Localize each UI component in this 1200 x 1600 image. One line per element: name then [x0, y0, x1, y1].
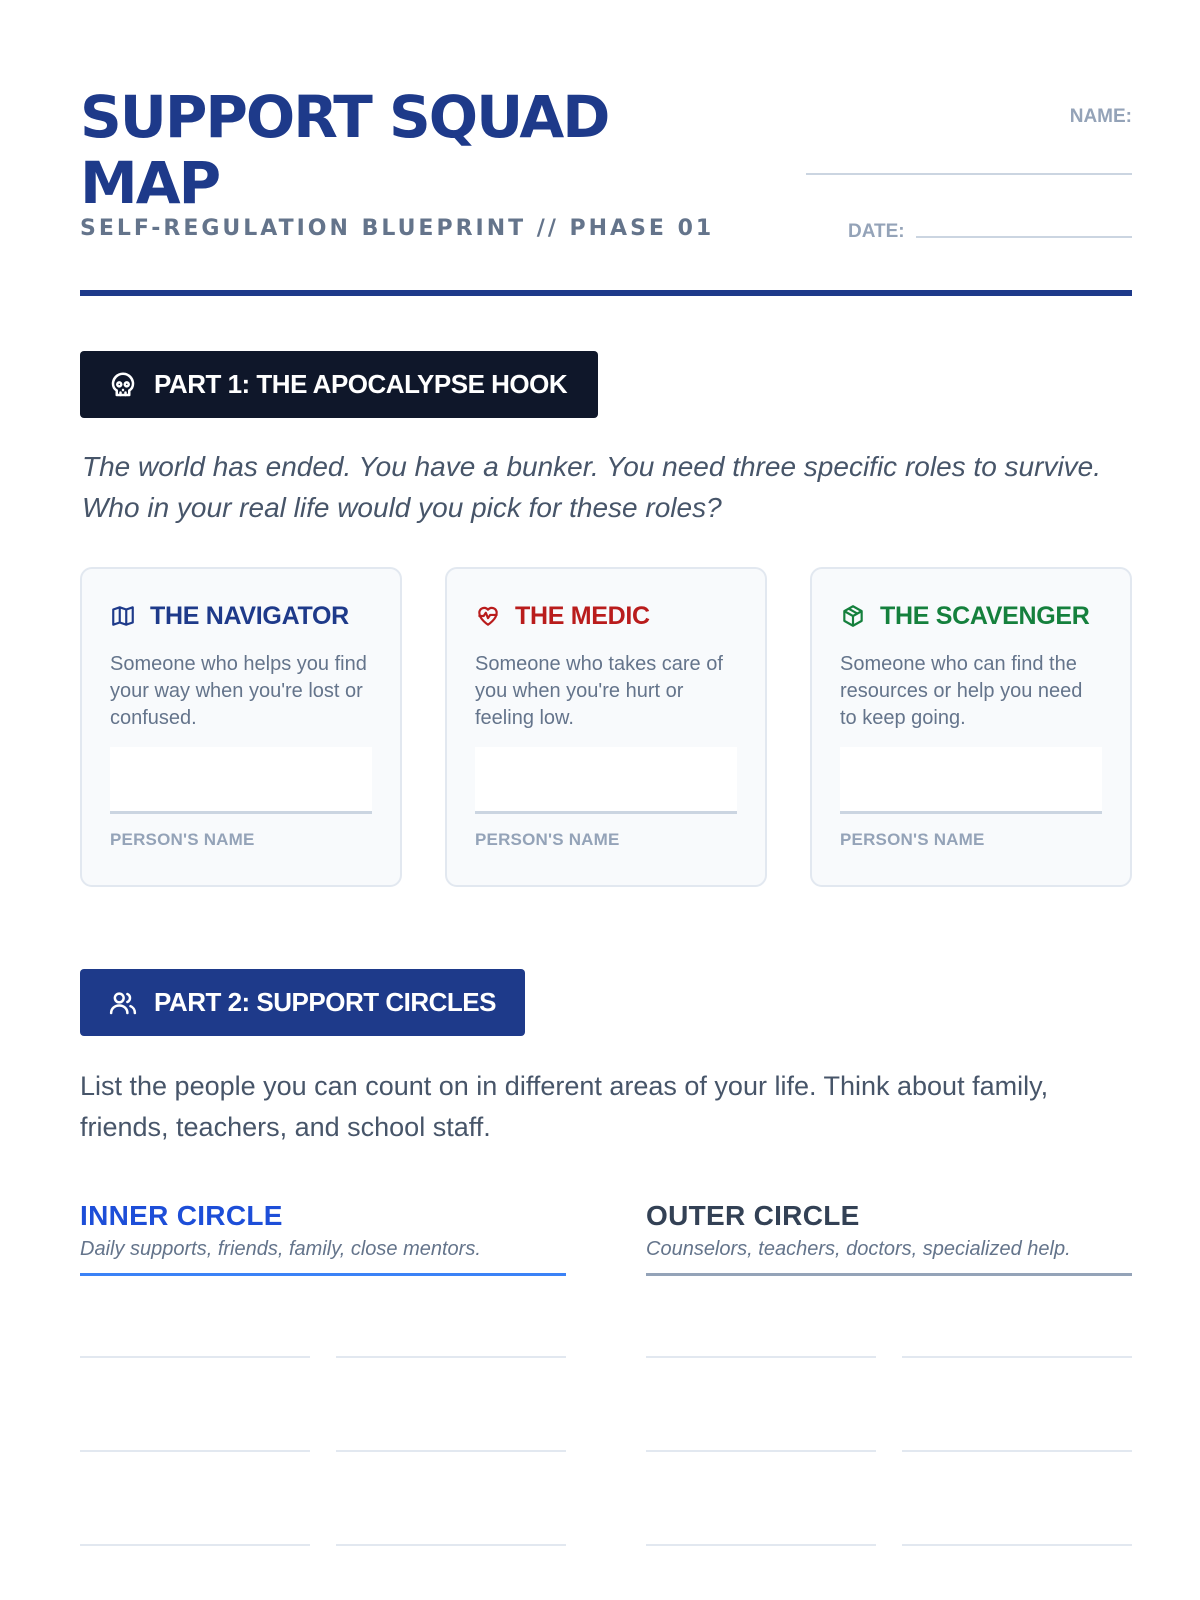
inner-entry-line[interactable] [80, 1544, 310, 1546]
outer-entry-line[interactable] [646, 1544, 876, 1546]
header-divider [80, 290, 1132, 296]
navigator-caption: PERSON'S NAME [110, 830, 255, 849]
medic-title: THE MEDIC [515, 601, 650, 630]
scavenger-description: Someone who can find the resources or help you need to keep going. [840, 653, 1083, 729]
outer-circle-divider [646, 1273, 1132, 1276]
medic-name-input[interactable] [475, 747, 737, 814]
map-icon [110, 603, 136, 629]
part2-banner [80, 969, 525, 1036]
part1-intro: The world has ended. You have a bunker. You need three specific roles to survive. Who in your real life would you pick for these roles? [82, 451, 1102, 523]
part2-banner-label: PART 2: SUPPORT CIRCLES [154, 987, 496, 1017]
heart-pulse-icon [475, 603, 501, 629]
part1-banner [80, 351, 598, 418]
inner-entry-line[interactable] [80, 1356, 310, 1358]
navigator-card [80, 567, 402, 887]
inner-entry-line[interactable] [336, 1450, 566, 1452]
part1-banner-label: PART 1: THE APOCALYPSE HOOK [154, 369, 568, 399]
outer-circle-title: OUTER CIRCLE [646, 1200, 860, 1231]
name-label: NAME: [1069, 106, 1132, 127]
part2-intro: List the people you can count on in different areas of your life. Think about family, friends, teachers, and school staff. [80, 1071, 1049, 1142]
date-field[interactable] [916, 236, 1132, 238]
outer-circle-section [646, 1200, 1132, 1276]
outer-entry-line[interactable] [646, 1356, 876, 1358]
page-subtitle: SELF-REGULATION BLUEPRINT // PHASE 01 [80, 216, 715, 241]
inner-circle-section [80, 1200, 566, 1276]
inner-entry-line[interactable] [80, 1450, 310, 1452]
medic-description: Someone who takes care of you when you're hurt or feeling low. [475, 653, 723, 729]
inner-circle-subtitle: Daily supports, friends, family, close mentors. [80, 1238, 481, 1260]
page-title: SUPPORT SQUAD MAP [80, 83, 609, 217]
box-icon [840, 603, 866, 629]
outer-circle-subtitle: Counselors, teachers, doctors, specialized help. [646, 1238, 1071, 1260]
outer-entry-line[interactable] [902, 1356, 1132, 1358]
medic-card [445, 567, 767, 887]
scavenger-card [810, 567, 1132, 887]
scavenger-title: THE SCAVENGER [880, 601, 1090, 630]
skull-icon [108, 370, 138, 400]
medic-caption: PERSON'S NAME [475, 830, 620, 849]
outer-entry-line[interactable] [902, 1450, 1132, 1452]
users-icon [108, 988, 138, 1018]
navigator-description: Someone who helps you find your way when you're lost or confused. [110, 653, 367, 729]
navigator-name-input[interactable] [110, 747, 372, 814]
date-label: DATE: [848, 221, 905, 242]
outer-entry-line[interactable] [646, 1450, 876, 1452]
outer-entry-line[interactable] [902, 1544, 1132, 1546]
inner-entry-line[interactable] [336, 1356, 566, 1358]
inner-entry-line[interactable] [336, 1544, 566, 1546]
inner-circle-divider [80, 1273, 566, 1276]
scavenger-name-input[interactable] [840, 747, 1102, 814]
scavenger-caption: PERSON'S NAME [840, 830, 985, 849]
name-field[interactable] [806, 173, 1132, 175]
inner-circle-title: INNER CIRCLE [80, 1200, 283, 1231]
navigator-title: THE NAVIGATOR [150, 601, 349, 630]
